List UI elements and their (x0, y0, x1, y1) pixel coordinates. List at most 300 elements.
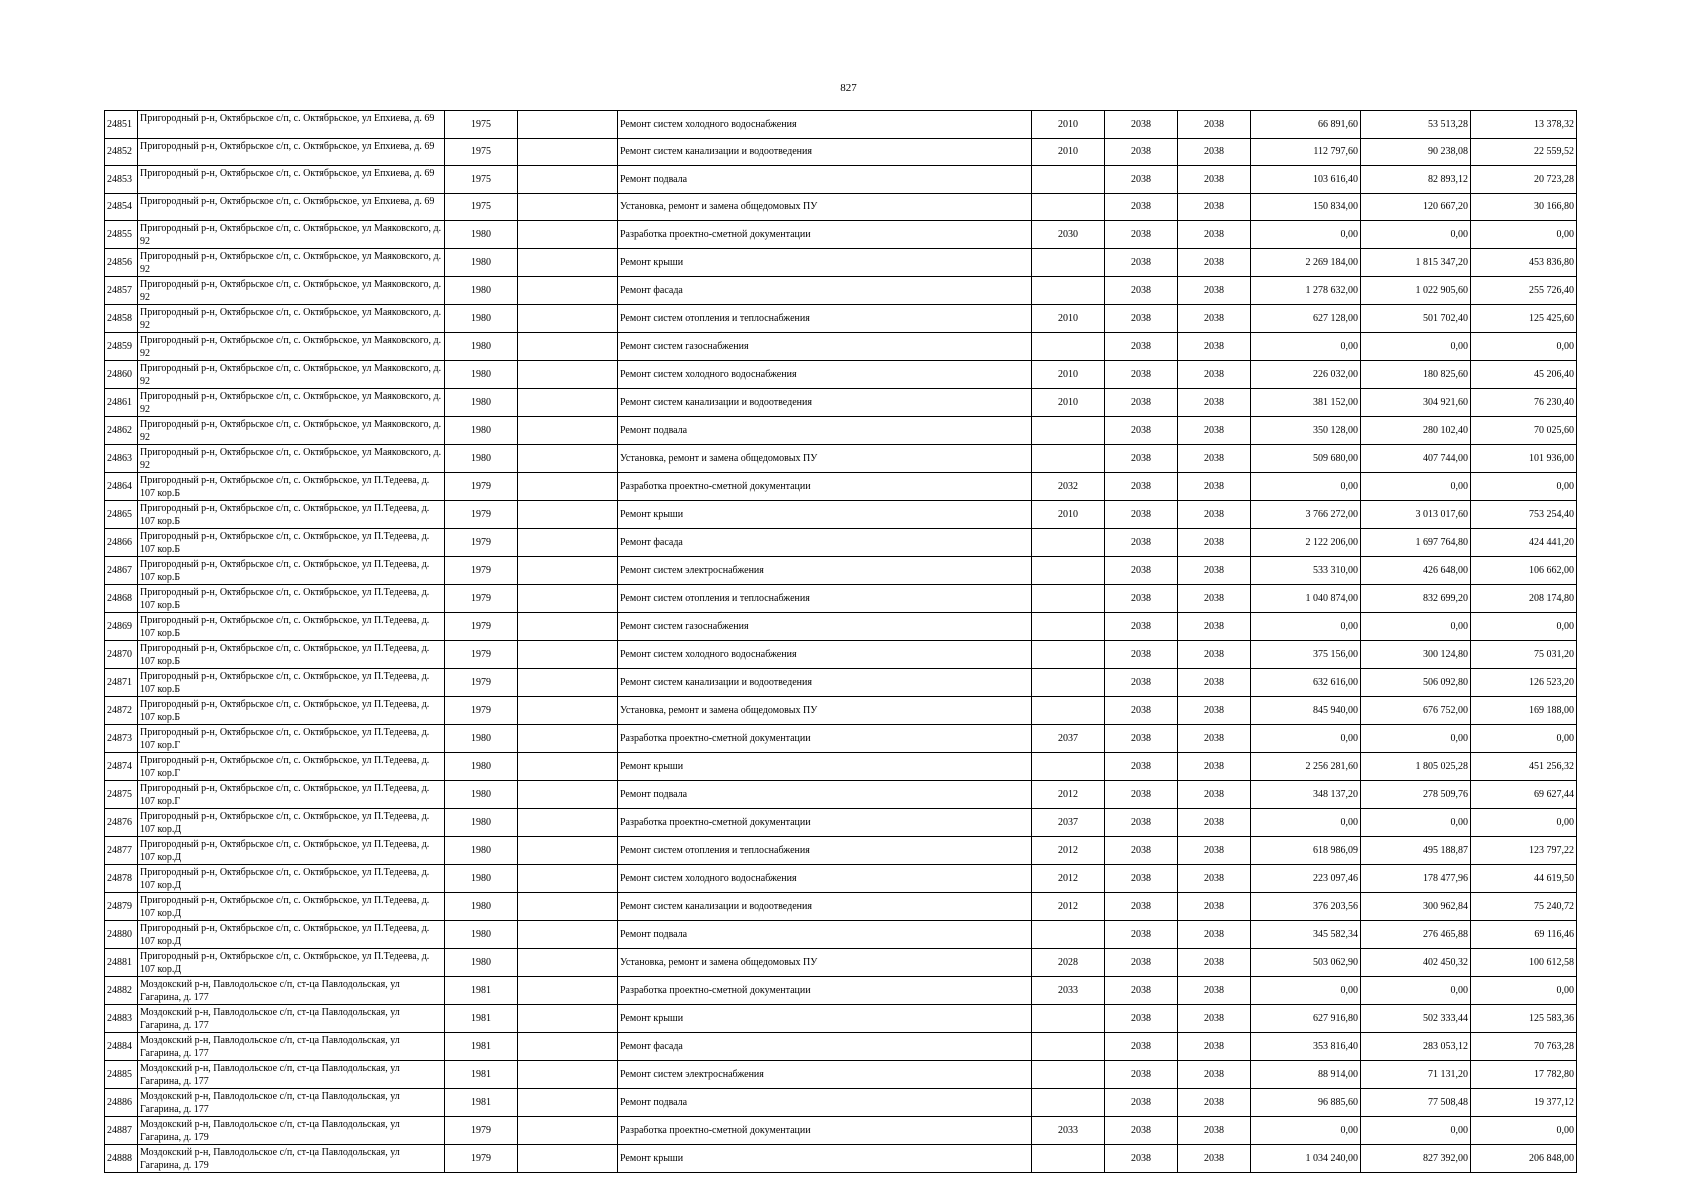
empty-cell (518, 1117, 618, 1145)
table-row (105, 389, 1577, 417)
work-type-cell: Разработка проектно-сметной документации (618, 221, 1032, 249)
last-repair-year-cell (1032, 1033, 1105, 1061)
planned-end-year-cell: 2038 (1178, 1005, 1251, 1033)
commissioning-year-cell: 1981 (445, 1089, 518, 1117)
address-cell: Пригородный р-н, Октябрьское с/п, с. Октябрьское, ул Маяковского, д. 92 (138, 361, 445, 389)
empty-cell (518, 585, 618, 613)
empty-cell (518, 138, 618, 166)
commissioning-year-cell: 1980 (445, 417, 518, 445)
record-number-cell: 24876 (105, 809, 138, 837)
address-cell: Пригородный р-н, Октябрьское с/п, с. Октябрьское, ул Маяковского, д. 92 (138, 445, 445, 473)
address-cell: Моздокский р-н, Павлодольское с/п, ст-ца Павлодольская, ул Гагарина, д. 177 (138, 1061, 445, 1089)
fund-cost-cell: 90 238,08 (1361, 138, 1471, 166)
last-repair-year-cell (1032, 1005, 1105, 1033)
commissioning-year-cell: 1980 (445, 781, 518, 809)
planned-end-year-cell: 2038 (1178, 193, 1251, 221)
empty-cell (518, 193, 618, 221)
planned-start-year-cell: 2038 (1105, 613, 1178, 641)
planned-start-year-cell: 2038 (1105, 529, 1178, 557)
work-type-cell: Ремонт крыши (618, 753, 1032, 781)
fund-cost-cell: 426 648,00 (1361, 557, 1471, 585)
work-type-cell: Ремонт крыши (618, 1005, 1032, 1033)
work-type-cell: Ремонт систем канализации и водоотведения (618, 893, 1032, 921)
commissioning-year-cell: 1975 (445, 193, 518, 221)
table-row (105, 277, 1577, 305)
total-cost-cell: 0,00 (1251, 1117, 1361, 1145)
address-cell: Моздокский р-н, Павлодольское с/п, ст-ца Павлодольская, ул Гагарина, д. 179 (138, 1117, 445, 1145)
total-cost-cell: 618 986,09 (1251, 837, 1361, 865)
empty-cell (518, 417, 618, 445)
address-cell: Пригородный р-н, Октябрьское с/п, с. Октябрьское, ул Маяковского, д. 92 (138, 305, 445, 333)
record-number-cell: 24862 (105, 417, 138, 445)
planned-end-year-cell: 2038 (1178, 473, 1251, 501)
record-number-cell: 24872 (105, 697, 138, 725)
owners-cost-cell: 22 559,52 (1471, 138, 1577, 166)
address-cell: Пригородный р-н, Октябрьское с/п, с. Октябрьское, ул Маяковского, д. 92 (138, 333, 445, 361)
owners-cost-cell: 101 936,00 (1471, 445, 1577, 473)
empty-cell (518, 333, 618, 361)
address-cell: Пригородный р-н, Октябрьское с/п, с. Октябрьское, ул П.Тедеева, д. 107 кор.Д (138, 809, 445, 837)
last-repair-year-cell: 2028 (1032, 949, 1105, 977)
planned-start-year-cell: 2038 (1105, 585, 1178, 613)
planned-end-year-cell: 2038 (1178, 1061, 1251, 1089)
commissioning-year-cell: 1980 (445, 949, 518, 977)
last-repair-year-cell (1032, 417, 1105, 445)
owners-cost-cell: 45 206,40 (1471, 361, 1577, 389)
record-number-cell: 24888 (105, 1145, 138, 1173)
work-type-cell: Разработка проектно-сметной документации (618, 977, 1032, 1005)
owners-cost-cell: 69 627,44 (1471, 781, 1577, 809)
planned-end-year-cell: 2038 (1178, 111, 1251, 139)
fund-cost-cell: 1 815 347,20 (1361, 249, 1471, 277)
commissioning-year-cell: 1980 (445, 305, 518, 333)
owners-cost-cell: 0,00 (1471, 725, 1577, 753)
work-type-cell: Установка, ремонт и замена общедомовых ПУ (618, 697, 1032, 725)
empty-cell (518, 445, 618, 473)
last-repair-year-cell (1032, 1061, 1105, 1089)
work-type-cell: Ремонт систем канализации и водоотведения (618, 389, 1032, 417)
record-number-cell: 24875 (105, 781, 138, 809)
total-cost-cell: 509 680,00 (1251, 445, 1361, 473)
planned-end-year-cell: 2038 (1178, 697, 1251, 725)
record-number-cell: 24865 (105, 501, 138, 529)
planned-end-year-cell: 2038 (1178, 138, 1251, 166)
owners-cost-cell: 451 256,32 (1471, 753, 1577, 781)
table-row (105, 111, 1577, 139)
record-number-cell: 24851 (105, 111, 138, 139)
table-row (105, 1061, 1577, 1089)
record-number-cell: 24882 (105, 977, 138, 1005)
fund-cost-cell: 0,00 (1361, 473, 1471, 501)
commissioning-year-cell: 1981 (445, 1033, 518, 1061)
fund-cost-cell: 71 131,20 (1361, 1061, 1471, 1089)
commissioning-year-cell: 1979 (445, 529, 518, 557)
table-body (105, 111, 1577, 1173)
planned-start-year-cell: 2038 (1105, 277, 1178, 305)
address-cell: Пригородный р-н, Октябрьское с/п, с. Октябрьское, ул П.Тедеева, д. 107 кор.Д (138, 837, 445, 865)
work-type-cell: Установка, ремонт и замена общедомовых ПУ (618, 193, 1032, 221)
empty-cell (518, 725, 618, 753)
record-number-cell: 24881 (105, 949, 138, 977)
fund-cost-cell: 676 752,00 (1361, 697, 1471, 725)
work-type-cell: Ремонт подвала (618, 781, 1032, 809)
empty-cell (518, 1061, 618, 1089)
planned-end-year-cell: 2038 (1178, 585, 1251, 613)
fund-cost-cell: 1 805 025,28 (1361, 753, 1471, 781)
owners-cost-cell: 0,00 (1471, 333, 1577, 361)
owners-cost-cell: 20 723,28 (1471, 166, 1577, 194)
planned-start-year-cell: 2038 (1105, 1089, 1178, 1117)
empty-cell (518, 557, 618, 585)
planned-start-year-cell: 2038 (1105, 921, 1178, 949)
address-cell: Пригородный р-н, Октябрьское с/п, с. Октябрьское, ул П.Тедеева, д. 107 кор.Д (138, 921, 445, 949)
fund-cost-cell: 0,00 (1361, 977, 1471, 1005)
last-repair-year-cell (1032, 277, 1105, 305)
work-type-cell: Установка, ремонт и замена общедомовых ПУ (618, 949, 1032, 977)
planned-end-year-cell: 2038 (1178, 1117, 1251, 1145)
table-row (105, 781, 1577, 809)
commissioning-year-cell: 1981 (445, 977, 518, 1005)
table-row (105, 221, 1577, 249)
last-repair-year-cell: 2010 (1032, 389, 1105, 417)
planned-end-year-cell: 2038 (1178, 417, 1251, 445)
planned-start-year-cell: 2038 (1105, 557, 1178, 585)
total-cost-cell: 150 834,00 (1251, 193, 1361, 221)
owners-cost-cell: 125 425,60 (1471, 305, 1577, 333)
planned-start-year-cell: 2038 (1105, 417, 1178, 445)
last-repair-year-cell: 2012 (1032, 781, 1105, 809)
record-number-cell: 24878 (105, 865, 138, 893)
planned-end-year-cell: 2038 (1178, 305, 1251, 333)
commissioning-year-cell: 1980 (445, 753, 518, 781)
owners-cost-cell: 13 378,32 (1471, 111, 1577, 139)
planned-end-year-cell: 2038 (1178, 949, 1251, 977)
record-number-cell: 24884 (105, 1033, 138, 1061)
address-cell: Пригородный р-н, Октябрьское с/п, с. Октябрьское, ул П.Тедеева, д. 107 кор.Г (138, 781, 445, 809)
table-row (105, 166, 1577, 194)
empty-cell (518, 501, 618, 529)
record-number-cell: 24864 (105, 473, 138, 501)
work-type-cell: Ремонт систем холодного водоснабжения (618, 361, 1032, 389)
commissioning-year-cell: 1975 (445, 166, 518, 194)
commissioning-year-cell: 1980 (445, 389, 518, 417)
last-repair-year-cell (1032, 333, 1105, 361)
empty-cell (518, 809, 618, 837)
owners-cost-cell: 255 726,40 (1471, 277, 1577, 305)
last-repair-year-cell: 2010 (1032, 501, 1105, 529)
total-cost-cell: 96 885,60 (1251, 1089, 1361, 1117)
empty-cell (518, 949, 618, 977)
fund-cost-cell: 0,00 (1361, 1117, 1471, 1145)
commissioning-year-cell: 1980 (445, 809, 518, 837)
total-cost-cell: 845 940,00 (1251, 697, 1361, 725)
table-row (105, 1033, 1577, 1061)
address-cell: Моздокский р-н, Павлодольское с/п, ст-ца Павлодольская, ул Гагарина, д. 177 (138, 1089, 445, 1117)
planned-start-year-cell: 2038 (1105, 1145, 1178, 1173)
commissioning-year-cell: 1979 (445, 613, 518, 641)
total-cost-cell: 381 152,00 (1251, 389, 1361, 417)
work-type-cell: Ремонт систем холодного водоснабжения (618, 111, 1032, 139)
record-number-cell: 24885 (105, 1061, 138, 1089)
planned-end-year-cell: 2038 (1178, 725, 1251, 753)
commissioning-year-cell: 1980 (445, 333, 518, 361)
record-number-cell: 24868 (105, 585, 138, 613)
owners-cost-cell: 19 377,12 (1471, 1089, 1577, 1117)
table-row (105, 138, 1577, 166)
empty-cell (518, 753, 618, 781)
last-repair-year-cell (1032, 249, 1105, 277)
address-cell: Моздокский р-н, Павлодольское с/п, ст-ца Павлодольская, ул Гагарина, д. 177 (138, 1005, 445, 1033)
last-repair-year-cell: 2033 (1032, 977, 1105, 1005)
empty-cell (518, 921, 618, 949)
record-number-cell: 24880 (105, 921, 138, 949)
fund-cost-cell: 827 392,00 (1361, 1145, 1471, 1173)
owners-cost-cell: 206 848,00 (1471, 1145, 1577, 1173)
owners-cost-cell: 0,00 (1471, 977, 1577, 1005)
work-type-cell: Разработка проектно-сметной документации (618, 473, 1032, 501)
total-cost-cell: 375 156,00 (1251, 641, 1361, 669)
work-type-cell: Ремонт систем отопления и теплоснабжения (618, 305, 1032, 333)
work-type-cell: Установка, ремонт и замена общедомовых ПУ (618, 445, 1032, 473)
commissioning-year-cell: 1980 (445, 221, 518, 249)
empty-cell (518, 361, 618, 389)
planned-end-year-cell: 2038 (1178, 1089, 1251, 1117)
commissioning-year-cell: 1980 (445, 277, 518, 305)
empty-cell (518, 221, 618, 249)
record-number-cell: 24860 (105, 361, 138, 389)
last-repair-year-cell (1032, 557, 1105, 585)
planned-start-year-cell: 2038 (1105, 333, 1178, 361)
last-repair-year-cell (1032, 529, 1105, 557)
work-type-cell: Ремонт крыши (618, 1145, 1032, 1173)
commissioning-year-cell: 1979 (445, 697, 518, 725)
planned-start-year-cell: 2038 (1105, 1033, 1178, 1061)
planned-end-year-cell: 2038 (1178, 837, 1251, 865)
fund-cost-cell: 77 508,48 (1361, 1089, 1471, 1117)
planned-start-year-cell: 2038 (1105, 249, 1178, 277)
planned-end-year-cell: 2038 (1178, 277, 1251, 305)
total-cost-cell: 2 256 281,60 (1251, 753, 1361, 781)
planned-end-year-cell: 2038 (1178, 669, 1251, 697)
fund-cost-cell: 0,00 (1361, 809, 1471, 837)
last-repair-year-cell: 2012 (1032, 893, 1105, 921)
owners-cost-cell: 75 240,72 (1471, 893, 1577, 921)
address-cell: Пригородный р-н, Октябрьское с/п, с. Октябрьское, ул Маяковского, д. 92 (138, 249, 445, 277)
planned-end-year-cell: 2038 (1178, 865, 1251, 893)
planned-start-year-cell: 2038 (1105, 389, 1178, 417)
last-repair-year-cell: 2030 (1032, 221, 1105, 249)
planned-start-year-cell: 2038 (1105, 501, 1178, 529)
commissioning-year-cell: 1975 (445, 111, 518, 139)
fund-cost-cell: 300 124,80 (1361, 641, 1471, 669)
address-cell: Пригородный р-н, Октябрьское с/п, с. Октябрьское, ул П.Тедеева, д. 107 кор.Б (138, 557, 445, 585)
fund-cost-cell: 82 893,12 (1361, 166, 1471, 194)
page-number: 827 (840, 82, 857, 94)
table-row (105, 753, 1577, 781)
table-row (105, 949, 1577, 977)
table-row (105, 1145, 1577, 1173)
planned-start-year-cell: 2038 (1105, 949, 1178, 977)
owners-cost-cell: 100 612,58 (1471, 949, 1577, 977)
commissioning-year-cell: 1979 (445, 1117, 518, 1145)
planned-end-year-cell: 2038 (1178, 333, 1251, 361)
fund-cost-cell: 832 699,20 (1361, 585, 1471, 613)
fund-cost-cell: 0,00 (1361, 221, 1471, 249)
fund-cost-cell: 276 465,88 (1361, 921, 1471, 949)
address-cell: Моздокский р-н, Павлодольское с/п, ст-ца Павлодольская, ул Гагарина, д. 177 (138, 1033, 445, 1061)
address-cell: Пригородный р-н, Октябрьское с/п, с. Октябрьское, ул П.Тедеева, д. 107 кор.Д (138, 949, 445, 977)
last-repair-year-cell (1032, 697, 1105, 725)
planned-start-year-cell: 2038 (1105, 809, 1178, 837)
planned-start-year-cell: 2038 (1105, 221, 1178, 249)
work-type-cell: Ремонт систем отопления и теплоснабжения (618, 585, 1032, 613)
commissioning-year-cell: 1980 (445, 725, 518, 753)
empty-cell (518, 977, 618, 1005)
empty-cell (518, 641, 618, 669)
table-row (105, 1117, 1577, 1145)
work-type-cell: Ремонт подвала (618, 417, 1032, 445)
record-number-cell: 24856 (105, 249, 138, 277)
table-row (105, 1005, 1577, 1033)
record-number-cell: 24863 (105, 445, 138, 473)
empty-cell (518, 389, 618, 417)
last-repair-year-cell (1032, 445, 1105, 473)
empty-cell (518, 781, 618, 809)
last-repair-year-cell (1032, 753, 1105, 781)
total-cost-cell: 627 916,80 (1251, 1005, 1361, 1033)
planned-start-year-cell: 2038 (1105, 837, 1178, 865)
total-cost-cell: 0,00 (1251, 809, 1361, 837)
total-cost-cell: 66 891,60 (1251, 111, 1361, 139)
table-row (105, 837, 1577, 865)
work-type-cell: Ремонт систем электроснабжения (618, 557, 1032, 585)
fund-cost-cell: 53 513,28 (1361, 111, 1471, 139)
table-row (105, 585, 1577, 613)
address-cell: Пригородный р-н, Октябрьское с/п, с. Октябрьское, ул П.Тедеева, д. 107 кор.Б (138, 473, 445, 501)
last-repair-year-cell (1032, 641, 1105, 669)
empty-cell (518, 697, 618, 725)
fund-cost-cell: 501 702,40 (1361, 305, 1471, 333)
commissioning-year-cell: 1980 (445, 921, 518, 949)
total-cost-cell: 88 914,00 (1251, 1061, 1361, 1089)
total-cost-cell: 3 766 272,00 (1251, 501, 1361, 529)
empty-cell (518, 1145, 618, 1173)
planned-end-year-cell: 2038 (1178, 893, 1251, 921)
total-cost-cell: 348 137,20 (1251, 781, 1361, 809)
record-number-cell: 24877 (105, 837, 138, 865)
fund-cost-cell: 120 667,20 (1361, 193, 1471, 221)
record-number-cell: 24870 (105, 641, 138, 669)
empty-cell (518, 893, 618, 921)
table-row (105, 865, 1577, 893)
work-type-cell: Ремонт крыши (618, 249, 1032, 277)
owners-cost-cell: 126 523,20 (1471, 669, 1577, 697)
last-repair-year-cell: 2010 (1032, 111, 1105, 139)
last-repair-year-cell: 2010 (1032, 361, 1105, 389)
address-cell: Пригородный р-н, Октябрьское с/п, с. Октябрьское, ул П.Тедеева, д. 107 кор.Б (138, 641, 445, 669)
total-cost-cell: 632 616,00 (1251, 669, 1361, 697)
last-repair-year-cell (1032, 166, 1105, 194)
last-repair-year-cell (1032, 1089, 1105, 1117)
empty-cell (518, 249, 618, 277)
total-cost-cell: 1 040 874,00 (1251, 585, 1361, 613)
planned-end-year-cell: 2038 (1178, 361, 1251, 389)
address-cell: Пригородный р-н, Октябрьское с/п, с. Октябрьское, ул П.Тедеева, д. 107 кор.Б (138, 501, 445, 529)
planned-start-year-cell: 2038 (1105, 1005, 1178, 1033)
planned-start-year-cell: 2038 (1105, 893, 1178, 921)
planned-start-year-cell: 2038 (1105, 977, 1178, 1005)
total-cost-cell: 0,00 (1251, 613, 1361, 641)
commissioning-year-cell: 1980 (445, 445, 518, 473)
work-type-cell: Ремонт систем холодного водоснабжения (618, 641, 1032, 669)
planned-start-year-cell: 2038 (1105, 111, 1178, 139)
empty-cell (518, 865, 618, 893)
work-type-cell: Ремонт подвала (618, 921, 1032, 949)
record-number-cell: 24879 (105, 893, 138, 921)
planned-end-year-cell: 2038 (1178, 921, 1251, 949)
table-row (105, 417, 1577, 445)
planned-start-year-cell: 2038 (1105, 193, 1178, 221)
planned-start-year-cell: 2038 (1105, 361, 1178, 389)
planned-end-year-cell: 2038 (1178, 501, 1251, 529)
fund-cost-cell: 278 509,76 (1361, 781, 1471, 809)
table-row (105, 529, 1577, 557)
planned-start-year-cell: 2038 (1105, 697, 1178, 725)
last-repair-year-cell (1032, 1145, 1105, 1173)
planned-end-year-cell: 2038 (1178, 389, 1251, 417)
total-cost-cell: 112 797,60 (1251, 138, 1361, 166)
planned-end-year-cell: 2038 (1178, 809, 1251, 837)
record-number-cell: 24861 (105, 389, 138, 417)
work-type-cell: Ремонт фасада (618, 529, 1032, 557)
work-type-cell: Разработка проектно-сметной документации (618, 1117, 1032, 1145)
address-cell: Пригородный р-н, Октябрьское с/п, с. Октябрьское, ул П.Тедеева, д. 107 кор.Б (138, 669, 445, 697)
planned-start-year-cell: 2038 (1105, 1117, 1178, 1145)
commissioning-year-cell: 1981 (445, 1061, 518, 1089)
planned-start-year-cell: 2038 (1105, 865, 1178, 893)
commissioning-year-cell: 1979 (445, 1145, 518, 1173)
commissioning-year-cell: 1979 (445, 501, 518, 529)
last-repair-year-cell (1032, 193, 1105, 221)
commissioning-year-cell: 1979 (445, 473, 518, 501)
owners-cost-cell: 17 782,80 (1471, 1061, 1577, 1089)
total-cost-cell: 0,00 (1251, 725, 1361, 753)
record-number-cell: 24871 (105, 669, 138, 697)
address-cell: Пригородный р-н, Октябрьское с/п, с. Октябрьское, ул П.Тедеева, д. 107 кор.Б (138, 529, 445, 557)
planned-end-year-cell: 2038 (1178, 445, 1251, 473)
planned-end-year-cell: 2038 (1178, 557, 1251, 585)
owners-cost-cell: 753 254,40 (1471, 501, 1577, 529)
record-number-cell: 24873 (105, 725, 138, 753)
address-cell: Пригородный р-н, Октябрьское с/п, с. Октябрьское, ул Маяковского, д. 92 (138, 221, 445, 249)
record-number-cell: 24858 (105, 305, 138, 333)
last-repair-year-cell: 2012 (1032, 837, 1105, 865)
owners-cost-cell: 424 441,20 (1471, 529, 1577, 557)
planned-start-year-cell: 2038 (1105, 781, 1178, 809)
empty-cell (518, 473, 618, 501)
owners-cost-cell: 76 230,40 (1471, 389, 1577, 417)
planned-start-year-cell: 2038 (1105, 473, 1178, 501)
table-row (105, 473, 1577, 501)
work-type-cell: Ремонт подвала (618, 1089, 1032, 1117)
work-type-cell: Ремонт систем газоснабжения (618, 613, 1032, 641)
address-cell: Пригородный р-н, Октябрьское с/п, с. Октябрьское, ул П.Тедеева, д. 107 кор.Д (138, 865, 445, 893)
capital-repair-table (104, 110, 1577, 1173)
record-number-cell: 24853 (105, 166, 138, 194)
planned-end-year-cell: 2038 (1178, 529, 1251, 557)
planned-end-year-cell: 2038 (1178, 613, 1251, 641)
owners-cost-cell: 70 025,60 (1471, 417, 1577, 445)
